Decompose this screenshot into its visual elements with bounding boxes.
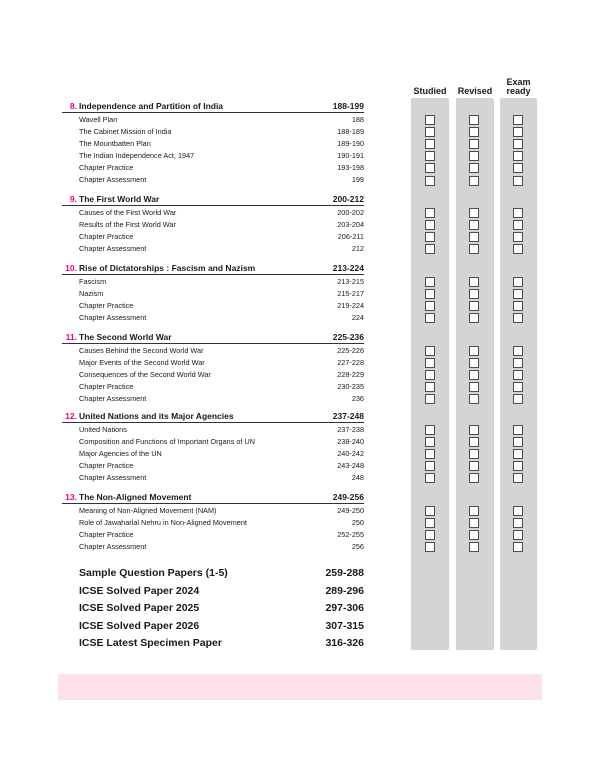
topic-title: Chapter Assessment <box>79 175 147 184</box>
topic-row <box>62 461 364 473</box>
studied-checkbox[interactable] <box>425 425 435 435</box>
topic-title: Chapter Assessment <box>79 243 147 253</box>
chapter-number: 12. <box>65 411 77 421</box>
topic-row <box>62 473 364 485</box>
studied-checkbox[interactable] <box>425 176 435 186</box>
studied-checkbox[interactable] <box>425 461 435 471</box>
studied-checkbox[interactable] <box>425 232 435 242</box>
topic-pages: 240-242 <box>337 448 364 458</box>
revised-checkbox[interactable] <box>469 449 479 459</box>
topic-row <box>62 370 364 382</box>
studied-checkbox[interactable] <box>425 163 435 173</box>
extra-paper-title: Sample Question Papers (1-5) <box>79 567 228 579</box>
revised-checkbox[interactable] <box>469 139 479 149</box>
studied-checkbox[interactable] <box>425 370 435 380</box>
topic-row <box>62 289 364 301</box>
topic-pages: 249-250 <box>337 505 364 515</box>
topic-pages: 230-235 <box>337 381 364 391</box>
chapter-pages: 249-256 <box>332 492 364 502</box>
exam-ready-checkbox[interactable] <box>513 382 523 392</box>
topic-title: Major Agencies of the UN <box>79 448 162 458</box>
exam-ready-checkbox[interactable] <box>513 127 523 137</box>
studied-header: Studied <box>413 86 447 96</box>
topic-row <box>62 394 364 406</box>
topic-pages: 203-204 <box>337 219 364 229</box>
chapter-pages: 200-212 <box>332 194 364 204</box>
exam-ready-checkbox[interactable] <box>513 437 523 447</box>
chapter-number: 11. <box>65 332 77 342</box>
revised-checkbox[interactable] <box>469 358 479 368</box>
revised-checkbox[interactable] <box>469 346 479 356</box>
topic-pages: 215-217 <box>337 288 364 298</box>
chapter-number: 9. <box>69 194 77 204</box>
studied-checkbox[interactable] <box>425 530 435 540</box>
chapter-divider <box>62 112 364 113</box>
studied-checkbox[interactable] <box>425 358 435 368</box>
topic-row <box>62 358 364 370</box>
topic-title: Chapter Practice <box>79 381 134 391</box>
topic-row <box>62 437 364 449</box>
topic-title: Wavell Plan <box>79 114 118 124</box>
topic-pages: 238-240 <box>337 436 364 446</box>
chapter-title: The Non-Aligned Movement <box>79 492 192 502</box>
revised-checkbox[interactable] <box>469 370 479 380</box>
topic-pages: 193-198 <box>337 162 364 172</box>
studied-checkbox[interactable] <box>425 208 435 218</box>
topic-title: Role of Jawaharlal Nehru in Non-Aligned Movement <box>79 517 247 527</box>
revised-checkbox[interactable] <box>469 542 479 552</box>
topic-row <box>62 506 364 518</box>
revised-checkbox[interactable] <box>469 473 479 483</box>
exam-ready-checkbox[interactable] <box>513 346 523 356</box>
topic-pages: 190-191 <box>337 150 364 160</box>
revised-checkbox[interactable] <box>469 506 479 516</box>
extra-paper-title: ICSE Solved Paper 2024 <box>79 585 200 597</box>
studied-checkbox[interactable] <box>425 346 435 356</box>
topic-pages: 200-202 <box>337 207 364 217</box>
extra-paper-pages: 289-296 <box>325 585 364 597</box>
exam-ready-checkbox[interactable] <box>513 139 523 149</box>
extra-paper-row <box>79 602 364 616</box>
revised-checkbox[interactable] <box>469 313 479 323</box>
exam-ready-checkbox[interactable] <box>513 506 523 516</box>
topic-pages: 228-229 <box>337 369 364 379</box>
exam-ready-checkbox[interactable] <box>513 151 523 161</box>
chapter-title: Independence and Partition of India <box>79 101 224 111</box>
topic-row <box>62 115 364 127</box>
exam-ready-checkbox[interactable] <box>513 176 523 186</box>
studied-checkbox[interactable] <box>425 437 435 447</box>
extra-paper-title: ICSE Latest Specimen Paper <box>79 637 222 649</box>
topic-pages: 250 <box>351 517 364 527</box>
chapter-title: United Nations and its Major Agencies <box>79 411 234 421</box>
topic-row <box>62 277 364 289</box>
revised-header: Revised <box>457 86 493 96</box>
revised-checkbox[interactable] <box>469 394 479 404</box>
studied-checkbox[interactable] <box>425 301 435 311</box>
chapter-divider <box>62 503 364 504</box>
revised-checkbox[interactable] <box>469 244 479 254</box>
topic-row <box>62 127 364 139</box>
exam-ready-checkbox[interactable] <box>513 115 523 125</box>
exam-ready-checkbox[interactable] <box>513 244 523 254</box>
topic-row <box>62 139 364 151</box>
topic-row <box>62 220 364 232</box>
topic-pages: 206-211 <box>337 231 364 241</box>
exam-ready-checkbox[interactable] <box>513 358 523 368</box>
chapter-number: 8. <box>69 101 77 111</box>
revised-checkbox[interactable] <box>469 277 479 287</box>
topic-row <box>62 244 364 256</box>
chapter-title: The Second World War <box>79 332 172 342</box>
topic-title: Causes of the First World War <box>79 207 177 217</box>
studied-checkbox[interactable] <box>425 277 435 287</box>
chapter-divider <box>62 274 364 275</box>
revised-checkbox[interactable] <box>469 437 479 447</box>
exam-ready-header-line1: Exam <box>506 77 531 87</box>
studied-checkbox[interactable] <box>425 382 435 392</box>
revised-checkbox[interactable] <box>469 425 479 435</box>
exam-ready-checkbox[interactable] <box>513 289 523 299</box>
topic-pages: 213-215 <box>337 276 364 286</box>
studied-checkbox[interactable] <box>425 449 435 459</box>
revised-checkbox[interactable] <box>469 127 479 137</box>
studied-checkbox[interactable] <box>425 115 435 125</box>
topic-pages: 237-238 <box>337 424 364 434</box>
topic-title: Chapter Practice <box>79 529 134 539</box>
chapter-divider <box>62 422 364 423</box>
exam-ready-checkbox[interactable] <box>513 277 523 287</box>
topic-title: Results of the First World War <box>79 219 176 229</box>
topic-title: Meaning of Non-Aligned Movement (NAM) <box>79 505 217 515</box>
topic-pages: 252-255 <box>337 529 364 539</box>
exam-ready-checkbox[interactable] <box>513 232 523 242</box>
topic-row <box>62 313 364 325</box>
topic-row <box>62 449 364 461</box>
exam-ready-checkbox[interactable] <box>513 518 523 528</box>
revised-checkbox[interactable] <box>469 301 479 311</box>
topic-row <box>62 208 364 220</box>
studied-checkbox[interactable] <box>425 220 435 230</box>
topic-title: Chapter Assessment <box>79 312 147 322</box>
topic-title: Chapter Practice <box>79 300 134 310</box>
exam-ready-checkbox[interactable] <box>513 425 523 435</box>
topic-pages: 243-248 <box>337 460 364 470</box>
topic-row <box>62 518 364 530</box>
topic-pages: 227-228 <box>337 357 364 367</box>
chapter-pages: 237-248 <box>332 411 364 421</box>
chapter-number: 13. <box>65 492 77 502</box>
extra-paper-title: ICSE Solved Paper 2026 <box>79 620 200 632</box>
exam-ready-checkbox[interactable] <box>513 220 523 230</box>
topic-title: United Nations <box>79 424 127 434</box>
topic-row <box>62 175 364 187</box>
exam-ready-checkbox[interactable] <box>513 542 523 552</box>
topic-row <box>62 425 364 437</box>
topic-pages: 188 <box>351 114 364 124</box>
chapter-title: The First World War <box>79 194 160 204</box>
exam-ready-checkbox[interactable] <box>513 461 523 471</box>
exam-ready-checkbox[interactable] <box>513 163 523 173</box>
topic-pages: 188-189 <box>337 126 364 136</box>
topic-title: The Cabinet Mission of India <box>79 126 172 136</box>
exam-ready-checkbox[interactable] <box>513 301 523 311</box>
revised-checkbox[interactable] <box>469 530 479 540</box>
topic-row <box>62 346 364 358</box>
topic-title: Major Events of the Second World War <box>79 357 205 367</box>
exam-ready-checkbox[interactable] <box>513 530 523 540</box>
studied-checkbox[interactable] <box>425 244 435 254</box>
revised-checkbox[interactable] <box>469 115 479 125</box>
topic-title: Consequences of the Second World War <box>79 369 211 379</box>
studied-checkbox[interactable] <box>425 313 435 323</box>
topic-row <box>62 382 364 394</box>
exam-ready-checkbox[interactable] <box>513 394 523 404</box>
studied-checkbox[interactable] <box>425 151 435 161</box>
topic-title: Fascism <box>79 276 107 286</box>
studied-checkbox[interactable] <box>425 127 435 137</box>
chapter-pages: 225-236 <box>332 332 364 342</box>
topic-pages: 189-190 <box>337 138 364 148</box>
topic-title: Chapter Practice <box>79 162 134 172</box>
extra-paper-pages: 307-315 <box>325 620 364 632</box>
topic-row <box>62 151 364 163</box>
exam-ready-checkbox[interactable] <box>513 449 523 459</box>
exam-ready-checkbox[interactable] <box>513 370 523 380</box>
studied-checkbox[interactable] <box>425 473 435 483</box>
revised-checkbox[interactable] <box>469 382 479 392</box>
topic-pages: 212 <box>351 243 364 253</box>
topic-title: Nazism <box>79 288 104 298</box>
extra-paper-row <box>79 620 364 634</box>
extra-paper-row <box>79 567 364 581</box>
topic-title: Causes Behind the Second World War <box>79 345 204 355</box>
topic-pages: 219-224 <box>337 300 364 310</box>
topic-row <box>62 163 364 175</box>
extra-paper-pages: 259-288 <box>325 567 364 579</box>
footer-band <box>58 674 542 700</box>
studied-checkbox[interactable] <box>425 139 435 149</box>
exam-ready-checkbox[interactable] <box>513 473 523 483</box>
extra-paper-row <box>79 637 364 651</box>
topic-pages: 248 <box>351 472 364 482</box>
topic-pages: 236 <box>351 393 364 403</box>
chapter-number: 10. <box>65 263 77 273</box>
topic-pages: 199 <box>351 175 364 184</box>
revised-checkbox[interactable] <box>469 220 479 230</box>
revised-checkbox[interactable] <box>469 232 479 242</box>
topic-pages: 256 <box>351 541 364 551</box>
topic-title: Chapter Assessment <box>79 472 147 482</box>
studied-checkbox[interactable] <box>425 289 435 299</box>
revised-checkbox[interactable] <box>469 289 479 299</box>
extra-paper-row <box>79 585 364 599</box>
exam-ready-header-line2: ready <box>506 86 531 96</box>
exam-ready-checkbox[interactable] <box>513 208 523 218</box>
chapter-title: Rise of Dictatorships : Fascism and Nazism <box>79 263 256 273</box>
topic-title: Composition and Functions of Important Organs of UN <box>79 436 256 446</box>
extra-paper-title: ICSE Solved Paper 2025 <box>79 602 200 614</box>
studied-checkbox[interactable] <box>425 542 435 552</box>
chapter-pages: 213-224 <box>332 263 364 273</box>
studied-checkbox[interactable] <box>425 518 435 528</box>
revised-checkbox[interactable] <box>469 208 479 218</box>
topic-title: Chapter Assessment <box>79 393 147 403</box>
topic-pages: 225-226 <box>337 345 364 355</box>
topic-title: Chapter Practice <box>79 460 134 470</box>
chapter-divider <box>62 343 364 344</box>
topic-row <box>62 232 364 244</box>
topic-title: The Indian Independence Act, 1947 <box>79 150 195 160</box>
topic-title: Chapter Practice <box>79 231 134 241</box>
studied-checkbox[interactable] <box>425 506 435 516</box>
revised-checkbox[interactable] <box>469 176 479 186</box>
topic-title: Chapter Assessment <box>79 541 147 551</box>
revised-checkbox[interactable] <box>469 163 479 173</box>
topic-title: The Mountbatten Plan <box>79 138 151 148</box>
exam-ready-header <box>497 78 540 96</box>
revised-checkbox[interactable] <box>469 518 479 528</box>
topic-row <box>62 301 364 313</box>
revised-checkbox[interactable] <box>469 151 479 161</box>
extra-paper-pages: 316-326 <box>325 637 364 649</box>
extra-paper-pages: 297-306 <box>325 602 364 614</box>
topic-row <box>62 542 364 554</box>
topic-pages: 224 <box>351 312 364 322</box>
studied-checkbox[interactable] <box>425 394 435 404</box>
topic-row <box>62 530 364 542</box>
chapter-pages: 188-199 <box>332 101 364 111</box>
exam-ready-checkbox[interactable] <box>513 313 523 323</box>
revised-checkbox[interactable] <box>469 461 479 471</box>
chapter-divider <box>62 205 364 206</box>
